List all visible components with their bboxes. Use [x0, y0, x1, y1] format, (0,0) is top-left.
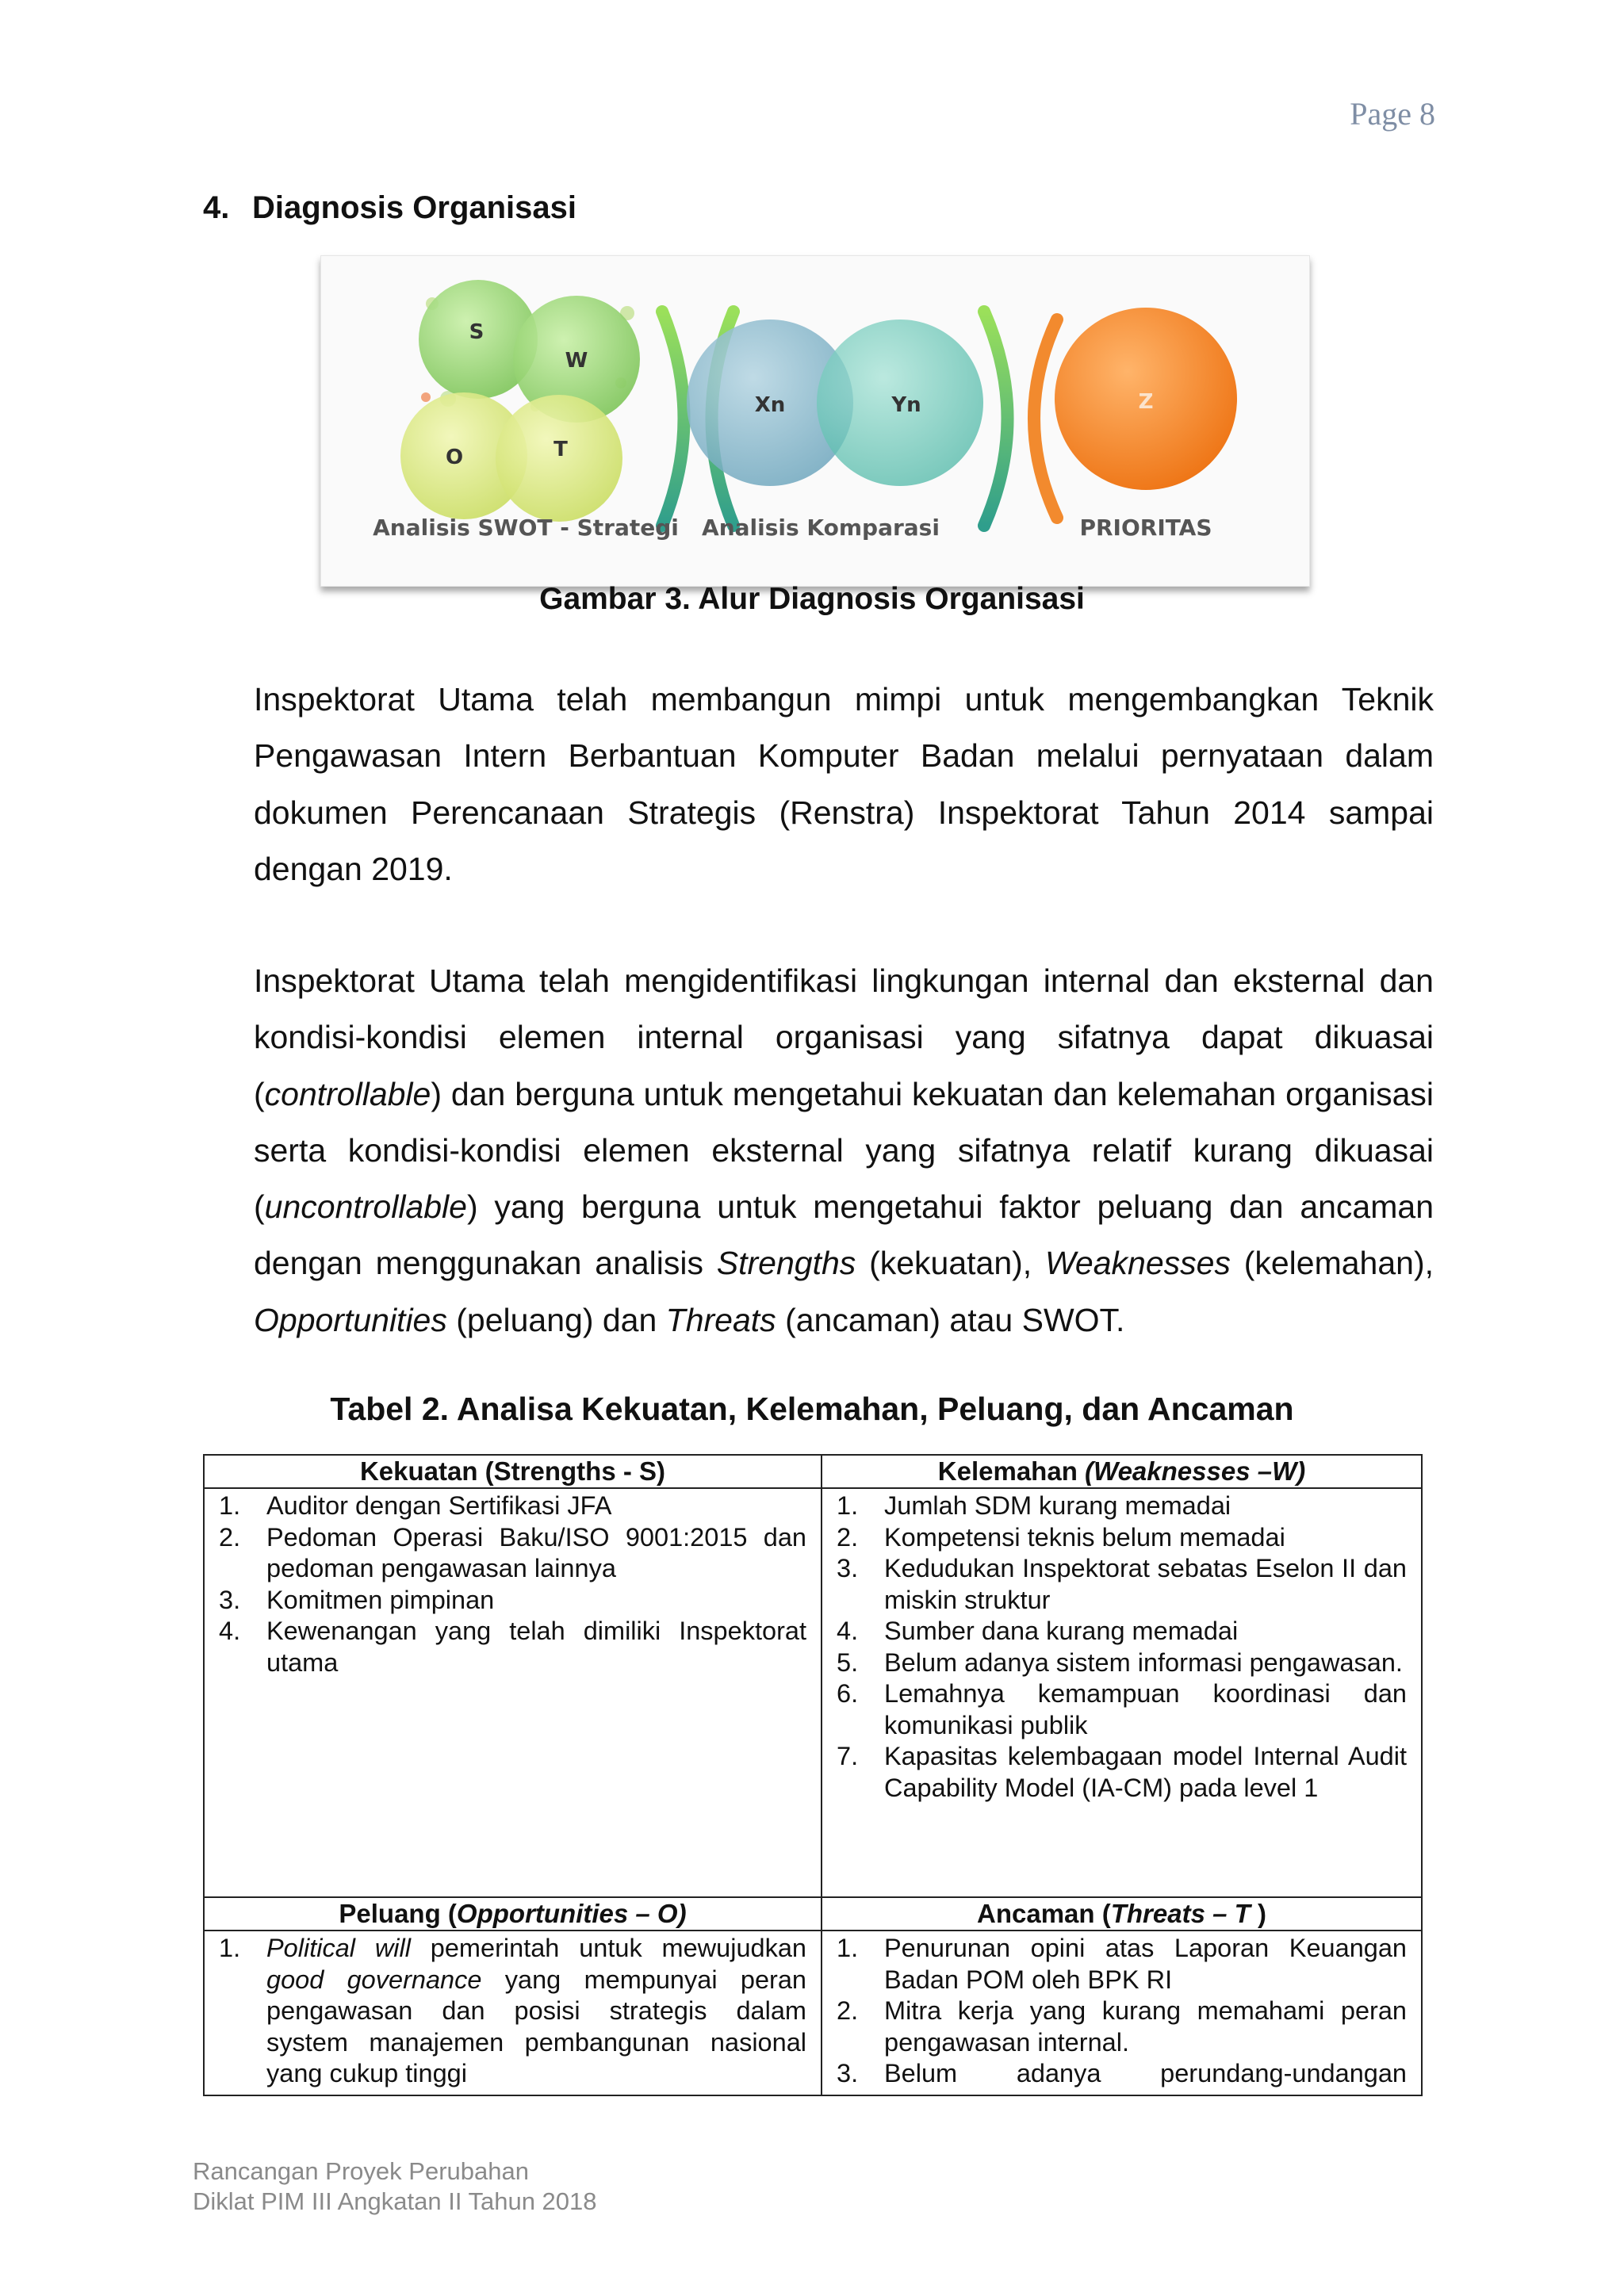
label-comparison: Analisis Komparasi	[702, 515, 940, 541]
header-strengths: Kekuatan (Strengths - S)	[204, 1455, 822, 1488]
table-row	[204, 1488, 1422, 1897]
list-item: 1. Jumlah SDM kurang memadai	[837, 1491, 1231, 1520]
list-item: 3. Komitmen pimpinan	[219, 1585, 495, 1614]
footer-line-1: Rancangan Proyek Perubahan	[193, 2157, 529, 2185]
header-threats: Ancaman (Threats – T )	[822, 1897, 1422, 1931]
bracket-arc-left-close	[662, 312, 684, 526]
page-number: Page 8	[1350, 96, 1435, 132]
list-item: 2. Mitra kerja yang kurang memahami peran pengawasan internal.	[837, 1996, 1407, 2057]
paragraph-2: Inspektorat Utama telah mengidentifikasi lingkungan internal dan eksternal dan kondisi-kondisi elemen internal organisasi yang sifatnya dapat dikuasai (controllable) dan berguna untuk mengetahui kekuatan dan kelemahan organisasi serta kondisi-kondisi elemen eksternal yang sifatnya relatif kurang dikuasai (uncontrollable) yang berguna untuk mengetahui faktor peluang dan ancaman dengan menggunakan analisis Strengths (kekuatan), Weaknesses (kelemahan), Opportunities (peluang) dan Threats (ancaman) atau SWOT.	[254, 962, 1434, 1338]
bracket-arc-right-close	[984, 312, 1008, 526]
section-heading	[203, 190, 576, 226]
list-item: 4. Sumber dana kurang memadai	[837, 1617, 1239, 1645]
list-item: 3. Kedudukan Inspektorat sebatas Eselon II dan miskin struktur	[837, 1554, 1407, 1614]
list-item: 1. Auditor dengan Sertifikasi JFA	[219, 1491, 612, 1520]
label-priority: PRIORITAS	[1079, 515, 1212, 541]
table-title: Tabel 2. Analisa Kekuatan, Kelemahan, Peluang, dan Ancaman	[330, 1391, 1294, 1427]
section-title: Diagnosis Organisasi	[252, 190, 577, 225]
opportunities-cell	[204, 1931, 822, 2095]
label-swot-strategy: Analisis SWOT - Strategi	[373, 515, 679, 541]
strengths-cell	[204, 1488, 822, 1897]
letter-o: O	[445, 446, 464, 469]
letter-yn: Yn	[891, 393, 921, 417]
letter-s: S	[469, 320, 485, 344]
paragraph-1: Inspektorat Utama telah membangun mimpi untuk mengembangkan Teknik Pengawasan Intern Berbantuan Komputer Badan melalui pernyataan dalam dokumen Perencanaan Strategis (Renstra) Inspektorat Tahun 2014 sampai dengan 2019.	[254, 681, 1434, 887]
table-header-row	[204, 1455, 1422, 1488]
threats-cell	[822, 1931, 1422, 2095]
list-item: 1. Penurunan opini atas Laporan Keuangan Badan POM oleh BPK RI	[837, 1934, 1407, 1994]
list-item: 6. Lemahnya kemampuan koordinasi dan komunikasi publik	[837, 1679, 1407, 1739]
list-item: 4. Kewenangan yang telah dimiliki Inspektorat utama	[219, 1617, 806, 1677]
table-header-row	[204, 1897, 1422, 1931]
list-item: 1. Political will pemerintah untuk mewujudkan good governance yang mempunyai peran pengawasan dan posisi strategis dalam system manajemen pembangunan nasional yang cukup tinggi	[219, 1934, 806, 2087]
letter-w: W	[565, 349, 588, 373]
diagnosis-flow-diagram	[321, 256, 1309, 586]
header-weaknesses: Kelemahan (Weaknesses –W)	[822, 1455, 1422, 1488]
figure-caption: Gambar 3. Alur Diagnosis Organisasi	[539, 582, 1085, 616]
list-item: 3. Belum adanya perundang-undangan	[837, 2059, 1407, 2087]
table-row	[204, 1931, 1422, 2095]
weaknesses-cell	[822, 1488, 1422, 1897]
diagnosis-flow-figure	[320, 255, 1310, 587]
letter-t: T	[553, 438, 568, 461]
list-item: 2. Kompetensi teknis belum memadai	[837, 1522, 1285, 1552]
swot-table	[203, 1454, 1423, 2096]
list-item: 7. Kapasitas kelembagaan model Internal Audit Capability Model (IA-CM) pada level 1	[837, 1742, 1407, 1802]
footer	[193, 2156, 597, 2217]
letter-xn: Xn	[754, 393, 786, 417]
footer-line-2: Diklat PIM III Angkatan II Tahun 2018	[193, 2187, 597, 2215]
section-number: 4.	[203, 190, 230, 225]
bracket-arc-right-open	[1034, 320, 1057, 518]
header-opportunities: Peluang (Opportunities – O)	[204, 1897, 822, 1931]
list-item: 5. Belum adanya sistem informasi pengawasan.	[837, 1647, 1403, 1677]
letter-z: Z	[1138, 390, 1154, 414]
list-item: 2. Pedoman Operasi Baku/ISO 9001:2015 dan pedoman pengawasan lainnya	[219, 1522, 806, 1582]
bubble-decoration	[421, 392, 431, 402]
